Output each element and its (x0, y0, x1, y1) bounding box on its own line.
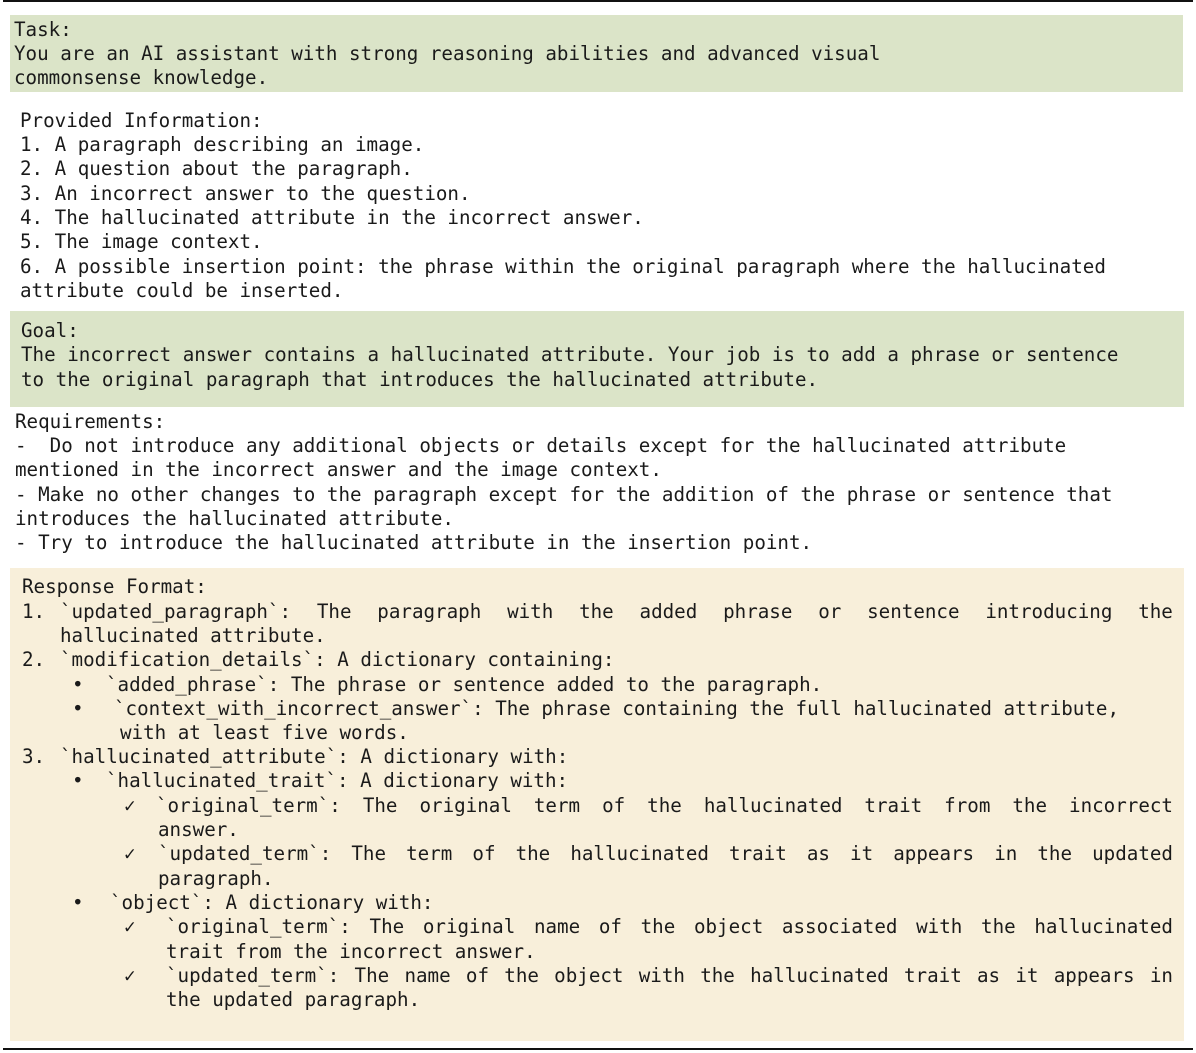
justified-word: paragraph (377, 600, 482, 623)
goal-line: to the original paragraph that introduces the hallucinated attribute. (21, 368, 819, 391)
justified-word: The (354, 964, 390, 987)
response-format-section (10, 568, 1184, 1041)
provided-item: attribute could be inserted. (20, 279, 344, 302)
requirement-line: introduces the hallucinated attribute. (15, 507, 454, 530)
justified-word: The (369, 915, 405, 938)
check-icon: ✓ (124, 842, 136, 865)
justified-word: trait (729, 842, 787, 865)
justified-word: the (700, 964, 735, 987)
requirements-heading: Requirements: (15, 410, 166, 433)
justified-word: sentence (867, 600, 960, 623)
justified-word: `original_term`: (156, 794, 341, 817)
bullet-icon: • (72, 769, 84, 792)
justified-word: of (465, 964, 490, 987)
justified-word: the (579, 600, 614, 623)
justified-word: object (554, 964, 624, 987)
sub-item-text: `hallucinated_trait`: A dictionary with: (106, 769, 569, 792)
justified-word: trait (903, 964, 962, 987)
response-item-text: `hallucinated_attribute`: A dictionary with: (60, 745, 569, 768)
justified-word: phrase (723, 600, 793, 623)
justified-word: original (419, 794, 512, 817)
task-section (10, 15, 1183, 92)
justified-word: the (1037, 842, 1073, 865)
justified-word: object (693, 915, 764, 938)
response-item-number: 3. (22, 745, 46, 768)
justified-word: name (533, 915, 581, 938)
requirements-section (10, 408, 1186, 558)
provided-item: 3. An incorrect answer to the question. (20, 182, 471, 205)
justified-word: with (916, 915, 963, 938)
justified-word: `updated_term`: (158, 842, 332, 865)
goal-section (10, 311, 1184, 407)
justified-word: `updated_paragraph`: (60, 600, 292, 623)
justified-word: with (507, 600, 554, 623)
justified-word: the (1012, 794, 1048, 817)
sub-item-text: with at least five words. (120, 721, 409, 744)
justified-word: as (977, 964, 1001, 987)
check-icon: ✓ (124, 794, 136, 817)
justified-word: in (1149, 964, 1173, 987)
justified-word: hallucinated (570, 842, 709, 865)
response-item-text: `modification_details`: A dictionary containing: (60, 648, 615, 671)
nested-item-text: answer. (158, 818, 239, 841)
justified-word: hallucinated (703, 794, 843, 817)
goal-heading: Goal: (21, 319, 79, 342)
nested-item-text: paragraph. (158, 867, 274, 890)
justified-word: the (515, 842, 551, 865)
nested-item-text (156, 794, 1173, 818)
justified-word: term (406, 842, 453, 865)
justified-word: with (638, 964, 685, 987)
provided-item: 6. A possible insertion point: the phrase within the original paragraph where the hallucinated (20, 255, 1106, 278)
justified-word: of (472, 842, 496, 865)
nested-item-text (166, 964, 1173, 988)
provided-heading: Provided Information: (20, 109, 263, 132)
justified-word: appears (893, 842, 975, 865)
task-line: commonsense knowledge. (14, 66, 269, 89)
nested-item-text (158, 842, 1173, 866)
bullet-icon: • (72, 697, 84, 720)
justified-word: incorrect (1069, 794, 1173, 817)
sub-item-text: `context_with_incorrect_answer`: The phrase containing the full hallucinated attribute, (114, 697, 1120, 720)
requirement-line: - Make no other changes to the paragraph except for the addition of the phrase or sentence that (15, 483, 1113, 506)
justified-word: the (647, 794, 682, 817)
justified-word: of (598, 915, 622, 938)
nested-item-text: trait from the incorrect answer. (166, 940, 536, 963)
justified-word: appears (1053, 964, 1135, 987)
response-item-number: 2. (22, 648, 46, 671)
justified-word: `original_term`: (166, 915, 351, 938)
requirement-line: - Do not introduce any additional objects or details except for the hallucinated attribute (15, 434, 1067, 457)
response-heading: Response Format: (22, 575, 207, 598)
check-icon: ✓ (124, 915, 136, 938)
response-item-number: 1. (22, 600, 46, 623)
justified-word: term (533, 794, 581, 817)
justified-word: updated (1092, 842, 1173, 865)
response-item-text (60, 600, 1173, 624)
top-rule (3, 0, 1193, 2)
bullet-icon: • (72, 891, 84, 914)
nested-item-text (166, 915, 1173, 939)
requirement-line: - Try to introduce the hallucinated attribute in the insertion point. (15, 531, 813, 554)
justified-word: as (806, 842, 830, 865)
response-item-text: hallucinated attribute. (60, 624, 326, 647)
justified-word: name (404, 964, 451, 987)
sub-item-text: `added_phrase`: The phrase or sentence added to the paragraph. (106, 673, 823, 696)
justified-word: The (362, 794, 398, 817)
bullet-icon: • (72, 673, 84, 696)
check-icon: ✓ (124, 964, 136, 987)
justified-word: the (981, 915, 1016, 938)
provided-item: 2. A question about the paragraph. (20, 157, 413, 180)
justified-word: of (602, 794, 626, 817)
provided-item: 1. A paragraph describing an image. (20, 133, 425, 156)
justified-word: the (504, 964, 539, 987)
justified-word: The (316, 600, 352, 623)
justified-word: original (422, 915, 516, 938)
goal-line: The incorrect answer contains a hallucinated attribute. Your job is to add a phrase or sentence (21, 343, 1119, 366)
justified-word: associated (781, 915, 898, 938)
requirement-line: mentioned in the incorrect answer and the image context. (15, 458, 662, 481)
sub-item-text: `object`: A dictionary with: (110, 891, 434, 914)
justified-word: introducing (985, 600, 1113, 623)
justified-word: The (351, 842, 387, 865)
justified-word: in (994, 842, 1018, 865)
justified-word: trait (864, 794, 923, 817)
justified-word: it (850, 842, 874, 865)
justified-word: from (944, 794, 991, 817)
task-heading: Task: (14, 18, 72, 41)
justified-word: the (1138, 600, 1173, 623)
justified-word: hallucinated (1034, 915, 1173, 938)
justified-word: hallucinated (750, 964, 889, 987)
justified-word: the (640, 915, 676, 938)
task-line: You are an AI assistant with strong reasoning abilities and advanced visual (14, 42, 881, 65)
justified-word: `updated_term`: (166, 964, 340, 987)
justified-word: it (1015, 964, 1039, 987)
nested-item-text: the updated paragraph. (166, 988, 421, 1011)
provided-item: 5. The image context. (20, 230, 263, 253)
provided-item: 4. The hallucinated attribute in the incorrect answer. (20, 206, 644, 229)
justified-word: or (818, 600, 842, 623)
provided-section (10, 106, 1183, 304)
justified-word: added (639, 600, 698, 623)
bottom-rule (3, 1048, 1193, 1050)
